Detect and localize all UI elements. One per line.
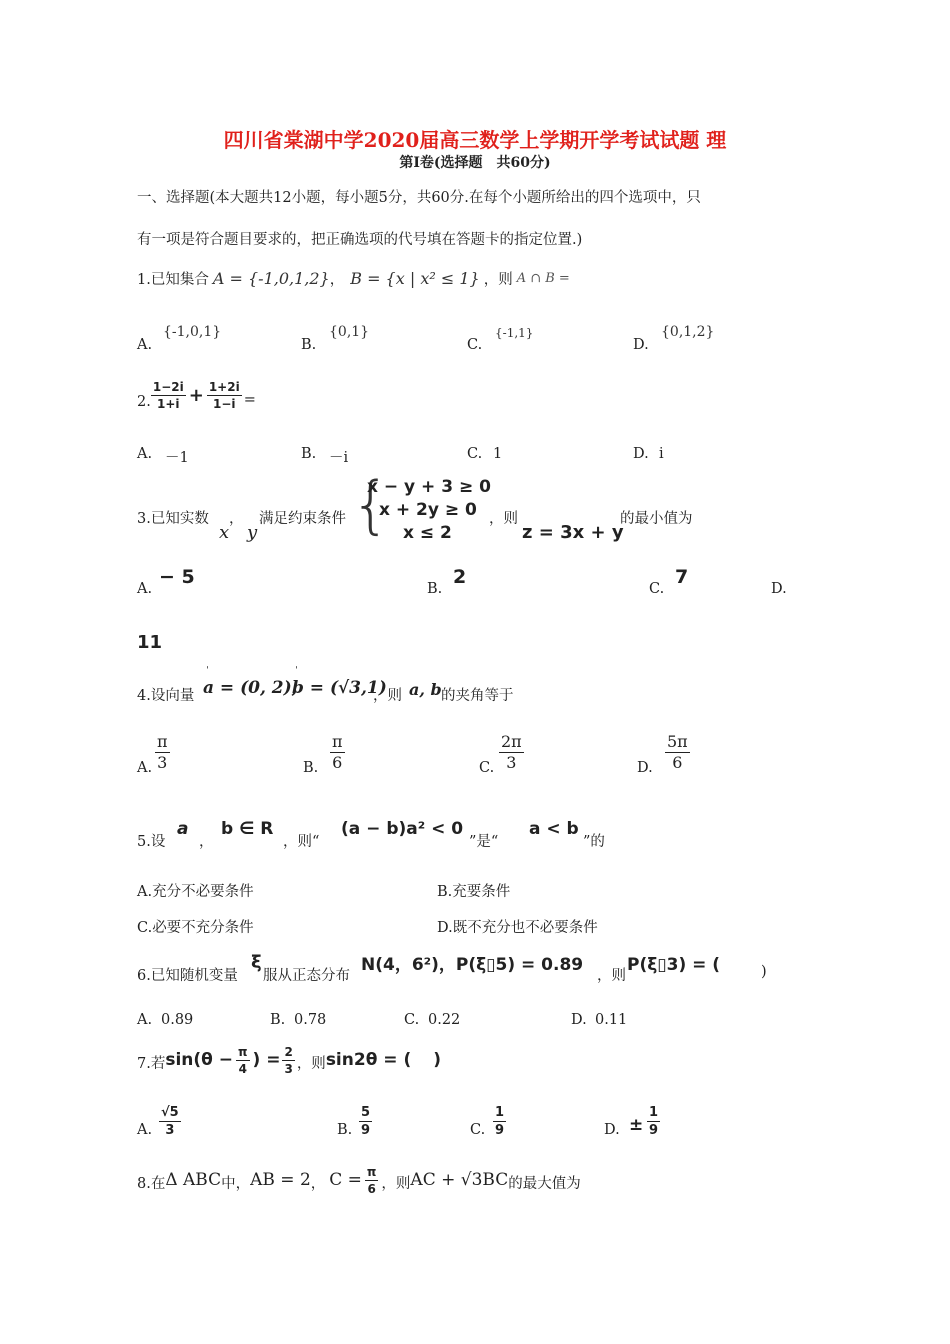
q7-b-den: 9	[361, 1123, 371, 1138]
question-8	[137, 1166, 581, 1195]
q4-option-a-letter: A.	[137, 760, 153, 776]
q3-options	[137, 562, 837, 602]
q2-option-a: －1	[165, 450, 189, 466]
q6-option-b-letter: B.	[270, 1012, 286, 1028]
q1-sep: ，	[329, 272, 345, 288]
q7-option-b	[359, 1106, 372, 1137]
q5-is: ”是“	[469, 834, 499, 850]
q6-distribution: N(4，6²)，P(ξ▯5) = 0.89	[361, 955, 584, 975]
q8-then: ，则	[381, 1176, 411, 1192]
q2-num: 2.	[137, 394, 151, 410]
q4-option-d	[665, 734, 690, 771]
q3-constraint-3: x ≤ 2	[403, 523, 452, 543]
q5-a-text: 充分不必要条件	[152, 884, 254, 900]
question-3	[137, 468, 837, 552]
q8-pi-den: 6	[367, 1182, 376, 1196]
q7-two-thirds	[282, 1046, 294, 1075]
q2-f2-denominator: 1−i	[212, 396, 236, 411]
q7-eq: ) =	[252, 1050, 281, 1070]
q5-c-text: 必要不充分条件	[152, 920, 254, 936]
q7-stem: 7.若	[137, 1056, 166, 1072]
q4-option-b	[330, 734, 345, 771]
q4-d-num: 5π	[667, 732, 688, 751]
q5-option-d	[437, 916, 598, 937]
q4-option-c	[499, 734, 524, 771]
q5-option-b	[437, 880, 510, 901]
q6-mid: 服从正态分布	[263, 968, 350, 984]
q1-option-d-letter: D.	[633, 337, 649, 353]
q3-var-y: y	[247, 522, 258, 543]
q7-option-d-prefix: ±	[629, 1115, 644, 1135]
q7-sin: sin(θ −	[165, 1050, 234, 1070]
q7-b-num: 5	[361, 1105, 371, 1120]
q6-option-c: 0.22	[428, 1012, 461, 1028]
q5-option-a	[137, 880, 254, 901]
q6-stem: 6.已知随机变量	[137, 968, 238, 984]
q3-option-a-letter: A.	[137, 581, 153, 597]
q3-constraint-2: x + 2y ≥ 0	[379, 500, 477, 520]
q4-option-d-letter: D.	[637, 760, 653, 776]
q6-option-c-letter: C.	[404, 1012, 420, 1028]
q7-d-den: 9	[649, 1123, 659, 1138]
q8-stem: 8.在	[137, 1176, 166, 1192]
q7-pi-num: π	[238, 1045, 248, 1059]
q2-f2-numerator: 1+2i	[208, 379, 240, 394]
q2-option-d-letter: D.	[633, 446, 649, 462]
q2-f1-numerator: 1−2i	[152, 379, 184, 394]
q7-close: )	[433, 1050, 442, 1070]
q8-tail: 的最大值为	[508, 1176, 581, 1192]
q3-stem: 3.已知实数	[137, 511, 209, 527]
q5-cond-2: a < b	[529, 819, 579, 839]
q2-eq: =	[243, 392, 256, 408]
q4-b-num: π	[332, 732, 343, 751]
q1-set-b: B = {x | x² ≤ 1}	[350, 269, 480, 288]
q6-xi: ξ	[251, 952, 262, 973]
q4-arrow-a-icon: ˈ	[206, 666, 209, 677]
question-7	[137, 1046, 441, 1075]
q1-options	[137, 322, 837, 358]
q3-mid: 满足约束条件	[259, 511, 346, 527]
q6-options	[137, 1012, 837, 1034]
q8-expr: AC + √3BC	[410, 1170, 509, 1190]
q7-d-num: 1	[649, 1105, 659, 1120]
q7-pi-over-4	[236, 1046, 250, 1075]
q1-stem: 1.已知集合	[137, 272, 209, 288]
q5-a-letter: A.	[137, 884, 153, 900]
q5-c-letter: C.	[137, 920, 153, 936]
q3-objective: z = 3x + y	[522, 522, 624, 543]
q7-a-num: √5	[161, 1105, 179, 1120]
q7-c-num: 1	[495, 1105, 505, 1120]
q2-f1-denominator: 1+i	[157, 396, 180, 411]
q7-r-num: 2	[284, 1045, 293, 1059]
q5-d-letter: D.	[437, 920, 453, 936]
q7-r-den: 3	[284, 1062, 293, 1076]
instruction-line-2: 有一项是符合题目要求的，把正确选项的代号填在答题卡的指定位置.)	[137, 232, 583, 248]
q2-option-b-letter: B.	[301, 446, 317, 462]
instruction-line-1: 一、选择题(本大题共12小题，每小题5分，共60分.在每个小题所给出的四个选项中，只	[137, 190, 701, 206]
q1-option-d: {0,1,2}	[661, 324, 715, 340]
q5-b-text: 充要条件	[452, 884, 511, 900]
q4-option-a	[155, 734, 170, 771]
q4-vector-a: a = (0, 2),	[203, 678, 298, 698]
q6-option-d-letter: D.	[571, 1012, 587, 1028]
q5-b-letter: B.	[437, 884, 453, 900]
q7-option-a-letter: A.	[137, 1122, 153, 1138]
q5-d-text: 既不充分也不必要条件	[452, 920, 598, 936]
q5-stem: 5.设	[137, 834, 166, 850]
q3-then: ，则	[489, 511, 518, 527]
q6-close: )	[761, 964, 767, 980]
q3-option-c: 7	[675, 566, 689, 588]
question-5	[137, 816, 857, 850]
q7-a-den: 3	[165, 1123, 175, 1138]
q7-option-c	[493, 1106, 506, 1137]
q1-option-c-letter: C.	[467, 337, 483, 353]
q5-a: a	[177, 819, 189, 839]
section-subtitle: 第I卷(选择题 共60分)	[399, 155, 551, 171]
q6-option-a-letter: A.	[137, 1012, 153, 1028]
q1-option-a-letter: A.	[137, 337, 153, 353]
q4-vector-b: b = (√3,1)	[292, 678, 387, 698]
q4-a-den: 3	[157, 753, 168, 772]
q3-var-x: x	[219, 522, 230, 543]
q4-option-c-letter: C.	[479, 760, 495, 776]
q1-expr: A ∩ B =	[516, 271, 570, 286]
q7-option-d-letter: D.	[604, 1122, 620, 1138]
question-6	[137, 952, 857, 986]
q1-tail: ，则	[483, 272, 513, 288]
q4-then: ，则	[373, 688, 402, 704]
q2-fraction-1	[151, 381, 186, 410]
q8-in: 中，	[221, 1176, 251, 1192]
q5-b-in-r: b ∈ R	[221, 819, 274, 839]
q2-plus: +	[188, 384, 204, 406]
q6-option-b: 0.78	[294, 1012, 327, 1028]
q3-option-d-letter: D.	[771, 581, 787, 597]
q5-cond-1: (a − b)a² < 0	[341, 819, 464, 839]
q3-option-d: 11	[137, 632, 163, 653]
q1-option-b: {0,1}	[329, 324, 370, 340]
q8-triangle: Δ ABC	[165, 1170, 222, 1190]
q6-option-d: 0.11	[595, 1012, 628, 1028]
q2-options	[137, 446, 837, 468]
q4-ab: a, b	[409, 680, 442, 699]
q4-d-den: 6	[672, 753, 683, 772]
q4-arrow-b-icon: ˈ	[295, 666, 298, 677]
question-2	[137, 380, 256, 410]
q1-option-c: {-1,1}	[495, 326, 534, 340]
q3-brace: {	[351, 468, 391, 541]
q4-c-den: 3	[506, 753, 517, 772]
q6-then: ，则	[597, 968, 626, 984]
page-title: 四川省棠湖中学2020届高三数学上学期开学考试试题 理	[223, 128, 727, 152]
q8-pi-over-6	[365, 1166, 379, 1195]
question-4	[137, 666, 837, 706]
q2-option-c-letter: C.	[467, 446, 483, 462]
question-1	[137, 268, 570, 289]
q5-tail: ”的	[583, 834, 605, 850]
q2-option-d: i	[659, 446, 664, 462]
q3-tail: 的最小值为	[620, 511, 693, 527]
q5-comma: ，	[199, 834, 214, 850]
q4-tail: 的夹角等于	[441, 688, 514, 704]
q3-constraint-1: x − y + 3 ≥ 0	[367, 477, 491, 497]
q7-option-b-letter: B.	[337, 1122, 353, 1138]
q3-option-b: 2	[453, 566, 467, 588]
q3-comma: ，	[229, 511, 244, 527]
q1-set-a: A = {-1,0,1,2}	[212, 269, 330, 288]
q5-option-c	[137, 916, 254, 937]
q8-pi-num: π	[366, 1165, 377, 1179]
q7-ask: sin2θ = (	[325, 1050, 412, 1070]
q7-c-den: 9	[495, 1123, 505, 1138]
q2-option-c: 1	[493, 446, 503, 462]
q8-ab: AB = 2	[250, 1170, 311, 1190]
q3-option-b-letter: B.	[427, 581, 443, 597]
q1-option-a: {-1,0,1}	[163, 324, 222, 340]
q3-option-c-letter: C.	[649, 581, 665, 597]
q1-option-b-letter: B.	[301, 337, 317, 353]
q4-option-b-letter: B.	[303, 760, 319, 776]
q7-option-d	[647, 1106, 660, 1137]
q6-ask: P(ξ▯3) = (	[627, 955, 721, 975]
q8-comma: ，	[310, 1176, 326, 1192]
q2-option-b: －i	[329, 450, 349, 466]
q3-constraints	[367, 476, 491, 545]
q4-stem: 4.设向量	[137, 688, 195, 704]
q4-c-num: 2π	[501, 732, 522, 751]
q7-option-c-letter: C.	[470, 1122, 486, 1138]
q6-option-a: 0.89	[161, 1012, 194, 1028]
q3-option-a: − 5	[159, 566, 195, 588]
q7-option-a	[159, 1106, 181, 1137]
q8-c: C =	[329, 1170, 362, 1190]
q4-options	[137, 732, 837, 782]
q4-b-den: 6	[332, 753, 343, 772]
q7-then: ，则	[296, 1056, 326, 1072]
q2-option-a-letter: A.	[137, 446, 153, 462]
q7-options	[137, 1106, 837, 1146]
q5-then: ，则“	[283, 834, 320, 850]
q2-fraction-2	[207, 381, 242, 410]
q7-pi-den: 4	[238, 1062, 247, 1076]
q4-a-num: π	[157, 732, 168, 751]
